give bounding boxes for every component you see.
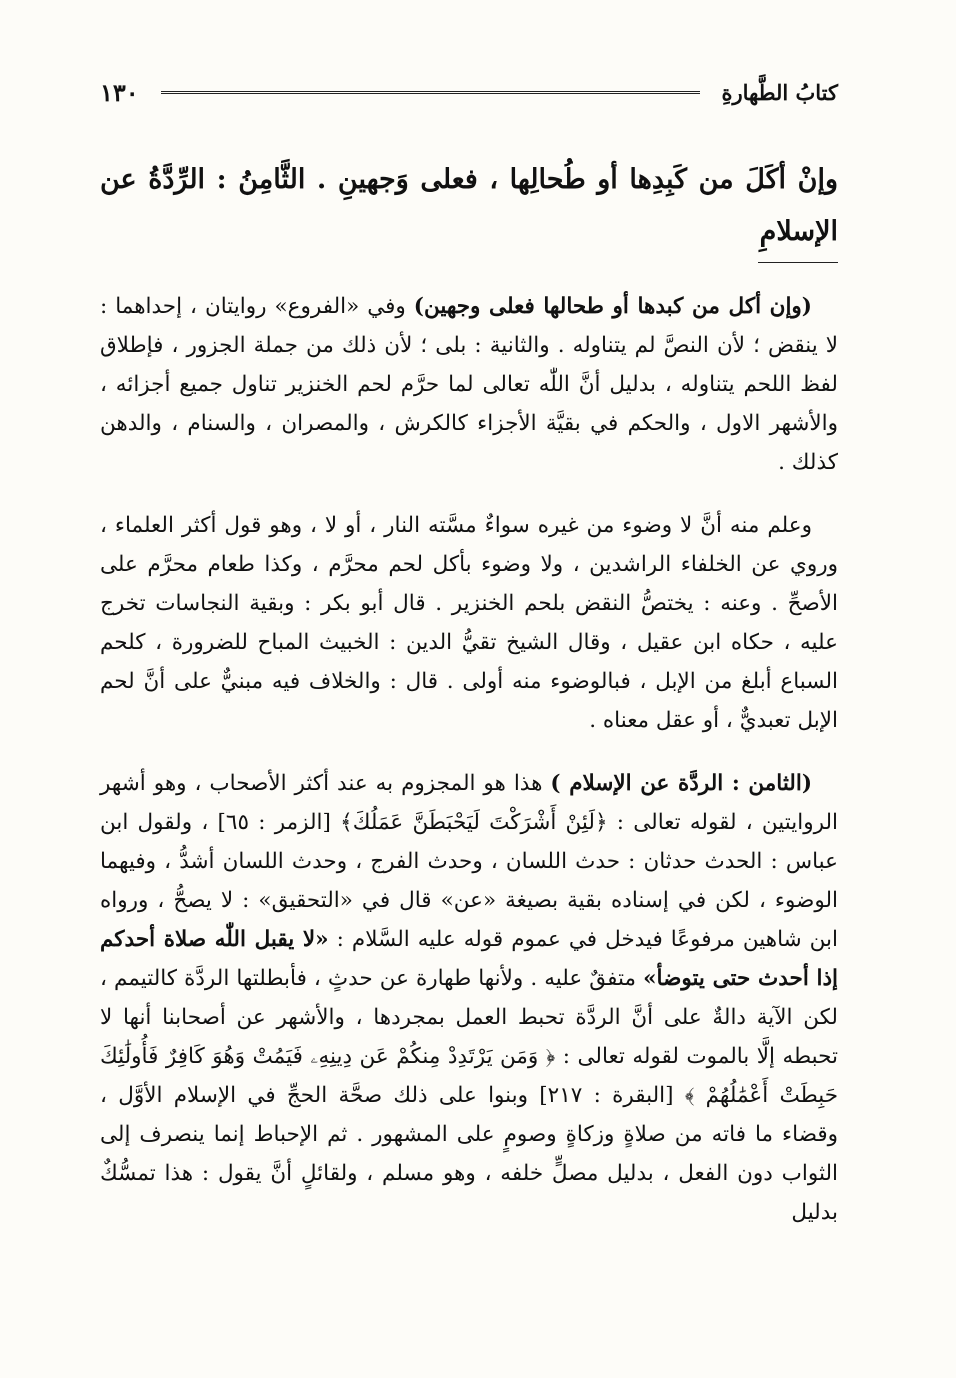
paragraph-3-text-b: متفقٌ عليه . ولأنها طهارة عن حدثٍ ، فأبطلتها الردَّة كالتيمم ، لكن الآية دالةٌ على أنَّ الردَّة تحبط العمل بمجردها ، والأشهر عن أصحابنا أنها لا تحبطه إلَّا بالموت لقوله تعالى : ﴿ وَمَن يَرْتَدِدْ مِنكُمْ عَن دِينِهِۦ فَيَمُتْ وَهُوَ كَافِرٌ فَأُولَٰئِكَ حَبِطَتْ أَعْمَٰلُهُمْ ﴾ [البقرة : ٢١٧] وبنوا على ذلك صحَّة الحجِّ في الإسلام الأوَّل ، وقضاء ما فاته من صلاةٍ وزكاةٍ وصومٍ على المشهور . ثم الإحباط إنما ينصرف إلى الثواب دون الفعل ، بدليل مصلٍّ خلفه ، وهو مسلم ، ولقائلٍ أنَّ يقول : هذا تمسُّكٌ بدليل xyxy=(100,966,838,1225)
paragraph-1 xyxy=(100,287,838,482)
paragraph-2-text: وعلم منه أنَّ لا وضوء من غيره سواءٌ مسَّته النار ، أو لا ، وهو قول أكثر العلماء ، وروي عن الخلفاء الراشدين ، ولا وضوء بأكل لحم محرَّم ، وكذا طعام محرَّم على الأصحِّ . وعنه : يختصُّ النقض بلحم الخنزير . قال أبو بكر : وبقية النجاسات تخرج عليه ، حكاه ابن عقيل ، وقال الشيخ تقيُّ الدين : الخبيث المباح للضرورة ، كلحم السباع أبلغ من الإبل ، فبالوضوء منه أولى . قال : والخلاف فيه مبنيٌّ على أنَّ لحم الإبل تعبديٌّ ، أو عقل معناه . xyxy=(100,513,838,733)
matn-underline xyxy=(758,262,838,263)
paragraph-2 xyxy=(100,506,838,740)
paragraph-1-lead: (وإن أكل من كبدها أو طحالها فعلى وجهين) xyxy=(413,294,812,319)
matn-text: وإنْ أكَلَ من كَبِدِها أو طُحالِها ، فعلى وَجهينِ . الثَّامِنُ : الرِّدَّةُ عن الإسلامِ xyxy=(100,164,838,247)
book-page xyxy=(100,70,838,1232)
paragraph-3-text-a: هذا هو المجزوم به عند أكثر الأصحاب ، وهو أشهر الروايتين ، لقوله تعالى : ﴿لَئِنْ أَشْرَكْتَ لَيَحْبَطَنَّ عَمَلُكَ﴾ [الزمر : ٦٥] ، ولقول ابن عباس : الحدث حدثان : حدث اللسان ، وحدث الفرج ، وحدث اللسان أشدُّ ، وفيهما الوضوء ، لكن في إسناده بقية بصيغة «عن» قال في «التحقيق» : لا يصحُّ ، ورواه ابن شاهين مرفوعًا فيدخل في عموم قوله عليه السَّلام : xyxy=(100,771,838,952)
header-rule xyxy=(161,91,700,94)
page-number: ١٣٠ xyxy=(100,77,139,107)
paragraph-1-text: وفي «الفروع» روايتان ، إحداهما : لا ينقض ؛ لأن النصَّ لم يتناوله . والثانية : بلى ؛ لأن ذلك من جملة الجزور ، فإطلاق لفظ اللحم يتناوله ، بدليل أنَّ اللّٰه تعالى لما حرَّم لحم الخنزير تناول جميع أجزائه ، والأشهر الاول ، والحكم في بقيَّة الأجزاء كالكرش ، والمصران ، والسنام ، والدهن كذلك . xyxy=(100,294,838,475)
book-title: كتابُ الطَّهارةِ xyxy=(721,79,838,105)
page-header xyxy=(100,70,838,114)
hadith-quote: «لا يقبل اللّٰه صلاة أحدكم إذا أحدث حتى يتوضأ» xyxy=(100,927,838,991)
paragraph-3-lead: (الثامن : الردَّة عن الإسلام ) xyxy=(550,771,812,796)
paragraph-3 xyxy=(100,764,838,1232)
